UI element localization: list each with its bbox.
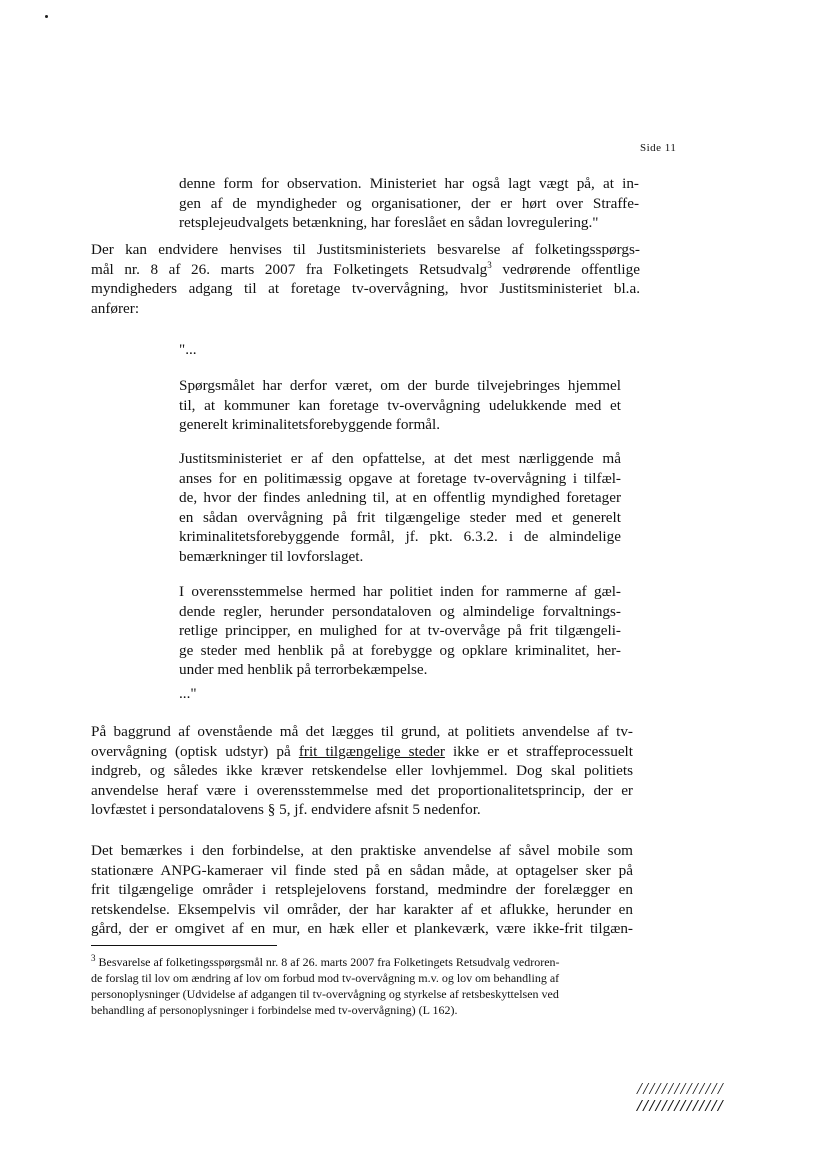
text-line: frit tilgængelige områder i retsplejelovens forstand, medmindre der forelægger en	[91, 881, 633, 899]
text-line: stationære ANPG-kameraer vil finde sted på en sådan måde, at optagelser sker på	[91, 861, 633, 879]
footnote-marker: 3	[91, 953, 96, 963]
text-line: ge steder med henblik på at forebygge og opklare kriminalitet, her-	[179, 641, 621, 659]
footnote-line: $^3$ Besvarelse af folketingsspørgsmål nr. 8 af 26. marts 2007 fra Folketingets Retsudvalg vedroren-	[91, 953, 560, 969]
text-line: Spørgsmålet har derfor været, om der burde tilvejebringes hjemmel	[179, 377, 621, 394]
text-line: lovfæstet i persondatalovens § 5, jf. endvidere afsnit 5 nedenfor.	[91, 801, 481, 819]
text-line: denne form for observation. Ministeriet har også lagt vægt på, at in-	[179, 175, 639, 192]
text-line: myndigheders adgang til at foretage tv-overvågning, hvor Justitsministeriet bl.a.	[91, 280, 640, 298]
text-line: Der kan endvidere henvises til Justitsministeriets besvarelse af folketingsspørgs-	[91, 241, 640, 258]
text-line: de, hvor der findes anledning til, at en offentlig myndighed foretager	[179, 489, 621, 507]
text-line: Det bemærkes i den forbindelse, at den praktiske anvendelse af såvel mobile som	[91, 842, 633, 859]
text-line: På baggrund af ovenstående må det lægges til grund, at politiets anvendelse af tv-	[91, 723, 633, 740]
emphasis-underline: frit tilgængelige steder	[298, 742, 445, 760]
footnote-line: behandling af personoplysninger i forbindelse med tv-overvågning) (L 162).	[91, 1003, 458, 1017]
footnote-ref[interactable]: 3	[487, 259, 492, 270]
text-line: gård, der er omgivet af en mur, en hæk eller et plankeværk, være ikke-frit tilgæn-	[91, 920, 633, 938]
text-line: dende regler, herunder persondataloven og almindelige forvaltnings-	[179, 602, 621, 620]
paragraph-reference	[91, 240, 640, 318]
quote-open: "...	[179, 341, 197, 358]
text-line: indgreb, og således ikke kræver retskendelse eller lovhjemmel. Dog skal politiets	[91, 762, 633, 780]
text-line: under med henblik på terrorbekæmpelse.	[179, 661, 428, 679]
text-line: kriminalitetsforebyggende formål, jf. pkt. 6.3.2. i de almindelige	[179, 528, 621, 546]
text-line: generelt kriminalitetsforebyggende formål.	[179, 416, 441, 434]
text-line: en sådan overvågning på frit tilgængelige steder med et generelt	[179, 508, 621, 526]
scan-speck	[45, 15, 48, 18]
quote-paragraph-3	[179, 582, 621, 680]
text-line: retskendelse. Eksempelvis vil områder, der har karakter af et aflukke, herunder en	[91, 900, 633, 918]
quote-close: ..."	[179, 685, 197, 702]
barcode-marks-top: //////////////	[637, 1079, 725, 1098]
paragraph-conclusion	[91, 722, 633, 820]
barcode-marks-bottom: //////////////	[637, 1096, 725, 1115]
footnote-line: de forslag til lov om ændring af lov om forbud mod tv-overvågning m.v. og lov om behandling af	[91, 971, 560, 985]
text-line: anfører:	[91, 299, 140, 317]
text-line: retsplejeudvalgets betænkning, har foreslået en sådan lovregulering."	[179, 214, 599, 232]
text-line: til, at kommuner kan foretage tv-overvågning udelukkende med et	[179, 396, 621, 414]
text-line: retlige principper, en mulighed for at tv-overvåge på frit tilgængeli-	[179, 622, 621, 640]
text-line: I overensstemmelse hermed har politiet inden for rammerne af gæl-	[179, 583, 621, 600]
quote-paragraph-1	[179, 376, 621, 435]
text-line: anses for en politimæssig opgave at foretage tv-overvågning i tilfæl-	[179, 469, 621, 487]
footnote-divider	[91, 945, 277, 946]
text-line: gen af de myndigheder og organisationer, der er hørt over Straffe-	[179, 194, 639, 212]
text-line: anvendelse heraf være i overensstemmelse med det proportionalitetsprincip, der er	[91, 781, 633, 799]
footnote-line: personoplysninger (Udvidelse af adgangen til tv-overvågning og styrkelse af retsbeskyttelsen ved	[91, 987, 559, 1001]
text-line: bemærkninger til lovforslaget.	[179, 547, 364, 565]
paragraph-anpg	[91, 841, 633, 939]
page-number: Side 11	[640, 142, 677, 154]
text-line: Justitsministeriet er af den opfattelse, at det mest nærliggende må	[179, 450, 621, 467]
footnote	[91, 954, 623, 1018]
quote-paragraph-2	[179, 449, 621, 567]
text-line: overvågning (optisk udstyr) på frit tilgængelige steder ikke er et straffeprocessuelt	[91, 742, 633, 760]
text-line: mål nr. 8 af 26. marts 2007 fra Folketingets Retsudvalg$^3$ vedrørende offentlige	[91, 259, 640, 278]
quote-continuation	[179, 174, 639, 233]
